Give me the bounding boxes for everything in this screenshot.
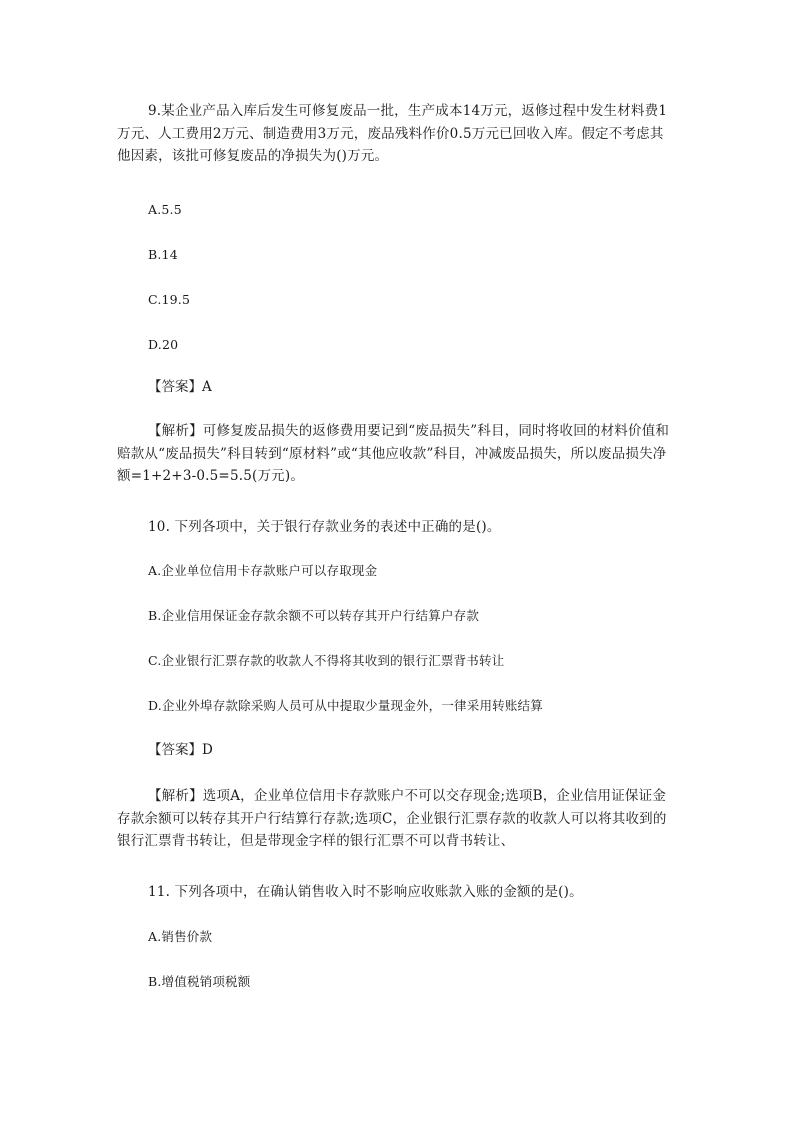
question-11-option-b: B.增值税销项税额 (148, 974, 251, 989)
question-9-option-d: D.20 (148, 337, 179, 352)
question-9-answer: 【答案】A (148, 379, 212, 395)
question-11-stem: 11. 下列各项中，在确认销售收入时不影响应收账款入账的金额的是()。 (148, 884, 583, 900)
question-10-option-a: A.企业单位信用卡存款账户可以存取现金 (148, 563, 378, 578)
question-9-option-a: A.5.5 (148, 202, 182, 217)
question-11-option-a: A.销售价款 (148, 929, 213, 944)
question-9-analysis: 【解析】可修复废品损失的返修费用要记到“废品损失”科目，同时将收回的材料价值和赔款从“废品损失”科目转到“原材料”或“其他应收款”科目，冲减废品损失，所以废品损失净额=1+2+3-0.5=5.5(万元)。 (117, 423, 670, 484)
question-9-stem: 9.某企业产品入库后发生可修复废品一批，生产成本14万元，返修过程中发生材料费1万元、人工费用2万元、制造费用3万元，废品残料作价0.5万元已回收入库。假定不考虑其他因素，该批可修复废品的净损失为()万元。 (117, 103, 668, 164)
question-10-answer: 【答案】D (148, 742, 213, 758)
question-10-option-d: D.企业外埠存款除采购人员可从中提取少量现金外，一律采用转账结算 (148, 698, 543, 713)
question-9-option-c: C.19.5 (148, 292, 191, 307)
question-10-analysis: 【解析】选项A，企业单位信用卡存款账户不可以交存现金;选项B，企业信用证保证金存款余额可以转存其开户行结算行存款;选项C，企业银行汇票存款的收款人可以将其收到的银行汇票背书转让，但是带现金字样的银行汇票不可以背书转让、 (117, 788, 667, 849)
question-10-stem: 10. 下列各项中，关于银行存款业务的表述中正确的是()。 (148, 519, 501, 535)
question-10-option-c: C.企业银行汇票存款的收款人不得将其收到的银行汇票背书转让 (148, 653, 505, 668)
question-9-option-b: B.14 (148, 247, 178, 262)
question-10-option-b: B.企业信用保证金存款余额不可以转存其开户行结算户存款 (148, 608, 480, 623)
